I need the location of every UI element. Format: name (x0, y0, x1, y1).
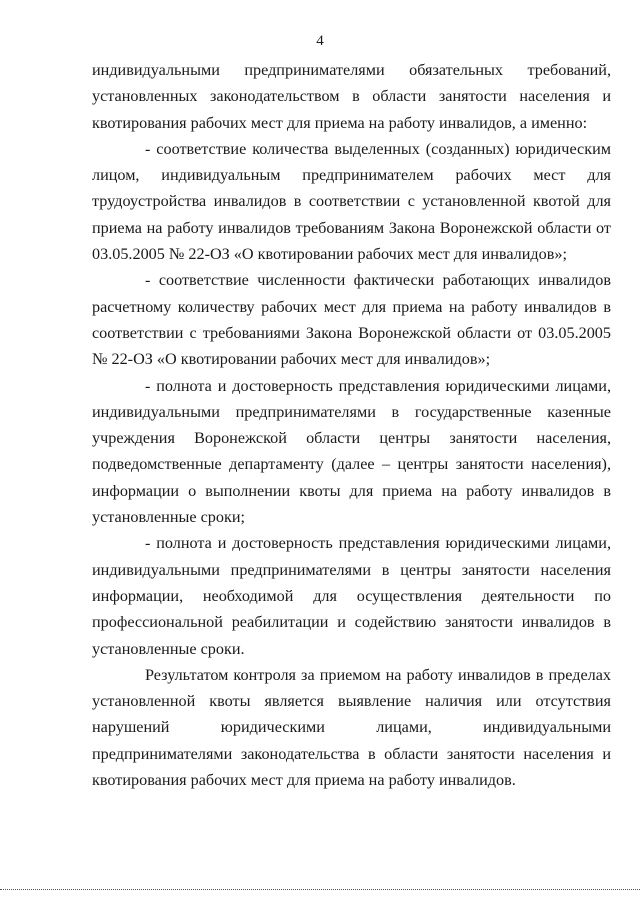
paragraph-intro: индивидуальными предпринимателями обязательных требований, установленных законодательством в области занятости населения и квотирования рабочих мест для приема на работу инвалидов, а именно: (92, 61, 611, 132)
page-number: 4 (316, 33, 324, 49)
paragraph-item-report-rehab: - полнота и достоверность представления юридическими лицами, индивидуальными предпринимателями в центры занятости населения информации, необходимой для осуществления деятельности по профессиональной реабилитации и содействию занятости инвалидов в установленные сроки. (92, 534, 611, 658)
paragraph-result: Результатом контроля за приемом на работу инвалидов в пределах установленной квоты является выявление наличия или отсутствия нарушений юридическими лицами, индивидуальными предпринимателями законодательства в области занятости населения и квотирования рабочих мест для приема на работу инвалидов. (92, 665, 611, 790)
document-body (92, 57, 611, 793)
footer-divider (0, 889, 640, 890)
paragraph-item-employed-count: - соответствие численности фактически работающих инвалидов расчетному количеству рабочих мест для приема на работу инвалидов в соответствии с требованиями Закона Воронежской области от 03.05.2005 № 22-ОЗ «О квотировании рабочих мест для инвалидов»; (92, 271, 611, 369)
paragraph-item-report-quota: - полнота и достоверность представления юридическими лицами, индивидуальными предпринимателями в государственные казенные учреждения Воронежской области центры занятости населения, подведомственные департаменту (далее – центры занятости населения), информации о выполнении квоты для приема на работу инвалидов в установленные сроки; (92, 376, 611, 527)
paragraph-item-quota-count: - соответствие количества выделенных (созданных) юридическим лицом, индивидуальным предпринимателем рабочих мест для трудоустройства инвалидов в соответствии с установленной квотой для приема на работу инвалидов требованиям Закона Воронежской области от 03.05.2005 № 22-ОЗ «О квотировании рабочих мест для инвалидов»; (92, 139, 611, 264)
